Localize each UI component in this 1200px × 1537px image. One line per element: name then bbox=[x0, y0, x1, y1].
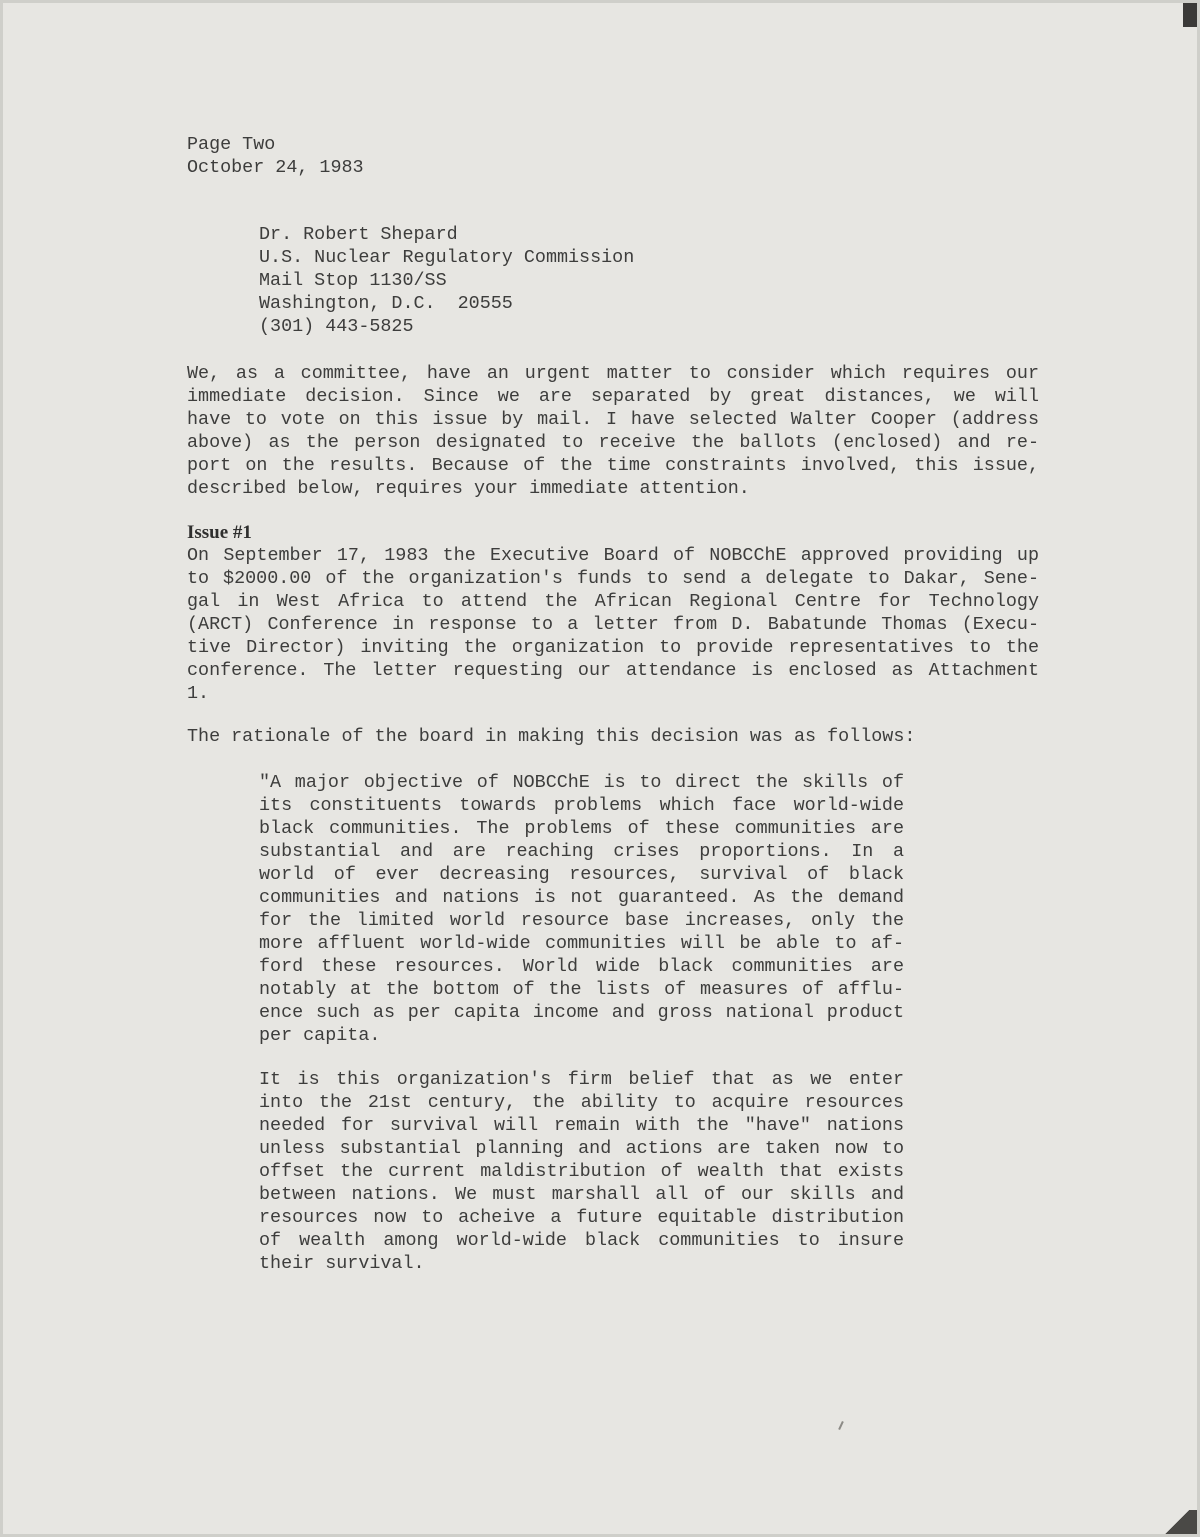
address-line: Dr. Robert Shepard bbox=[259, 224, 458, 245]
text-line: tive Director) inviting the organization to provide representatives to the bbox=[187, 637, 1039, 658]
text-line: On September 17, 1983 the Executive Board of NOBCChE approved providing up bbox=[187, 545, 1039, 566]
text-line: notably at the bottom of the lists of measures of afflu- bbox=[259, 979, 904, 1000]
text-line: of wealth among world-wide black communities to insure bbox=[259, 1230, 904, 1251]
text-line: communities and nations is not guaranteed. As the demand bbox=[259, 887, 904, 908]
scan-edge-corner bbox=[1157, 1510, 1197, 1534]
stray-pen-mark bbox=[838, 1421, 844, 1430]
text-line: It is this organization's firm belief that as we enter bbox=[259, 1069, 904, 1090]
issue-heading: Issue #1 bbox=[187, 522, 252, 543]
text-line: world of ever decreasing resources, survival of black bbox=[259, 864, 904, 885]
text-line: into the 21st century, the ability to acquire resources bbox=[259, 1092, 904, 1113]
text-line: ence such as per capita income and gross national product bbox=[259, 1002, 904, 1023]
text-line: "A major objective of NOBCChE is to direct the skills of bbox=[259, 772, 904, 793]
text-line: gal in West Africa to attend the African Regional Centre for Technology bbox=[187, 591, 1039, 612]
text-line: black communities. The problems of these communities are bbox=[259, 818, 904, 839]
text-line: its constituents towards problems which face world-wide bbox=[259, 795, 904, 816]
page-header bbox=[187, 133, 364, 179]
page-number: Page Two bbox=[187, 134, 276, 155]
text-line: offset the current maldistribution of wealth that exists bbox=[259, 1161, 904, 1182]
intro-paragraph bbox=[187, 362, 1039, 500]
text-line: ford these resources. World wide black communities are bbox=[259, 956, 904, 977]
text-line: immediate decision. Since we are separated by great distances, we will bbox=[187, 386, 1039, 407]
text-line: for the limited world resource base increases, only the bbox=[259, 910, 904, 931]
text-line: have to vote on this issue by mail. I have selected Walter Cooper (address bbox=[187, 409, 1039, 430]
text-line: per capita. bbox=[259, 1025, 381, 1046]
recipient-address bbox=[259, 223, 634, 338]
text-line: unless substantial planning and actions are taken now to bbox=[259, 1138, 904, 1159]
text-line: (ARCT) Conference in response to a letter from D. Babatunde Thomas (Execu- bbox=[187, 614, 1039, 635]
text-line: substantial and are reaching crises proportions. In a bbox=[259, 841, 904, 862]
address-line: (301) 443-5825 bbox=[259, 316, 414, 337]
text-line: their survival. bbox=[259, 1253, 425, 1274]
address-line: Washington, D.C. 20555 bbox=[259, 293, 513, 314]
text-line: needed for survival will remain with the "have" nations bbox=[259, 1115, 904, 1136]
text-line: described below, requires your immediate attention. bbox=[187, 478, 750, 499]
text-line: 1. bbox=[187, 683, 210, 704]
text-line: more affluent world-wide communities will be able to af- bbox=[259, 933, 904, 954]
rationale-line: The rationale of the board in making this decision was as follows: bbox=[187, 726, 916, 747]
text-line: conference. The letter requesting our attendance is enclosed as Attachment bbox=[187, 660, 1039, 681]
address-line: Mail Stop 1130/SS bbox=[259, 270, 447, 291]
text-line: to $2000.00 of the organization's funds to send a delegate to Dakar, Sene- bbox=[187, 568, 1039, 589]
letter-date: October 24, 1983 bbox=[187, 157, 364, 178]
address-line: U.S. Nuclear Regulatory Commission bbox=[259, 247, 635, 268]
text-line: above) as the person designated to receive the ballots (enclosed) and re- bbox=[187, 432, 1039, 453]
text-line: port on the results. Because of the time constraints involved, this issue, bbox=[187, 455, 1039, 476]
quote-paragraph-2 bbox=[259, 1068, 904, 1275]
text-line: We, as a committee, have an urgent matter to consider which requires our bbox=[187, 363, 1039, 384]
scan-edge bbox=[1183, 3, 1197, 27]
text-line: between nations. We must marshall all of our skills and bbox=[259, 1184, 904, 1205]
issue-section bbox=[187, 521, 1039, 705]
quote-paragraph-1 bbox=[259, 771, 904, 1047]
text-line: resources now to acheive a future equitable distribution bbox=[259, 1207, 904, 1228]
